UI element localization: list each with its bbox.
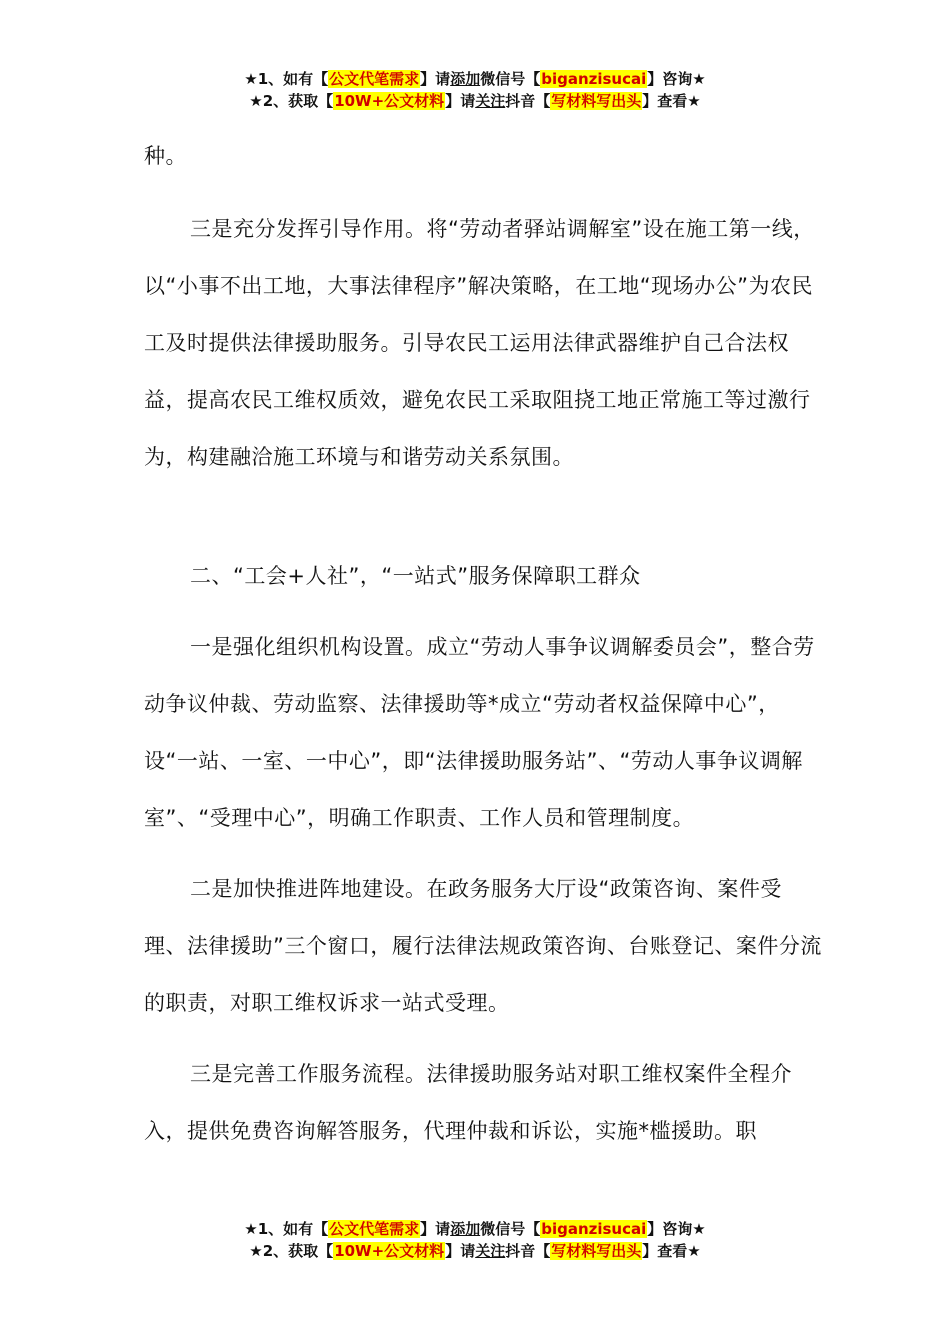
highlight-service: 公文代笔需求 [329,70,420,88]
banner-line-1: ★1、如有【公文代笔需求】请添加微信号【biganzisucai】咨询★ [244,70,706,88]
document-body [144,128,824,1160]
highlight-materials: 10W+公文材料 [334,92,445,110]
highlight-douyin: 写材料写出头 [551,92,642,110]
paragraph-organization: 一是强化组织机构设置。成立“劳动人事争议调解委员会”，整合劳动争议仲裁、劳动监察、法律援助等*成立“劳动者权益保障中心”，设“一站、一室、一中心”，即“法律援助服务站”、“劳动人事争议调解室”、“受理中心”，明确工作职责、工作人员和管理制度。 [144,635,815,830]
paragraph-guidance: 三是充分发挥引导作用。将“劳动者驿站调解室”设在施工第一线，以“小事不出工地，大事法律程序”解决策略，在工地“现场办公”为农民工及时提供法律援助服务。引导农民工运用法律武器维护自己合法权益，提高农民工维权质效，避免农民工采取阻挠工地正常施工等过激行为，构建融洽施工环境与和谐劳动关系氛围。 [144,217,815,469]
paragraph-continuation: 种。 [144,144,187,168]
top-banner [0,68,950,112]
banner-line-2: ★2、获取【10W+公文材料】请关注抖音【写材料写出头】查看★ [249,92,701,110]
paragraph-workflow: 三是完善工作服务流程。法律援助服务站对职工维权案件全程介入，提供免费咨询解答服务，代理仲裁和诉讼，实施*槛援助。职 [144,1062,792,1143]
banner-line-2-bottom: ★2、获取【10W+公文材料】请关注抖音【写材料写出头】查看★ [249,1242,701,1260]
highlight-wechat-id: biganzisucai [541,70,647,88]
banner-line-1-bottom: ★1、如有【公文代笔需求】请添加微信号【biganzisucai】咨询★ [244,1220,706,1238]
paragraph-construction: 二是加快推进阵地建设。在政务服务大厅设“政策咨询、案件受理、法律援助”三个窗口，履行法律法规政策咨询、台账登记、案件分流的职责，对职工维权诉求一站式受理。 [144,877,822,1015]
section-heading-2: 二、“工会+人社”，“一站式”服务保障职工群众 [190,564,641,588]
bottom-banner [0,1218,950,1262]
